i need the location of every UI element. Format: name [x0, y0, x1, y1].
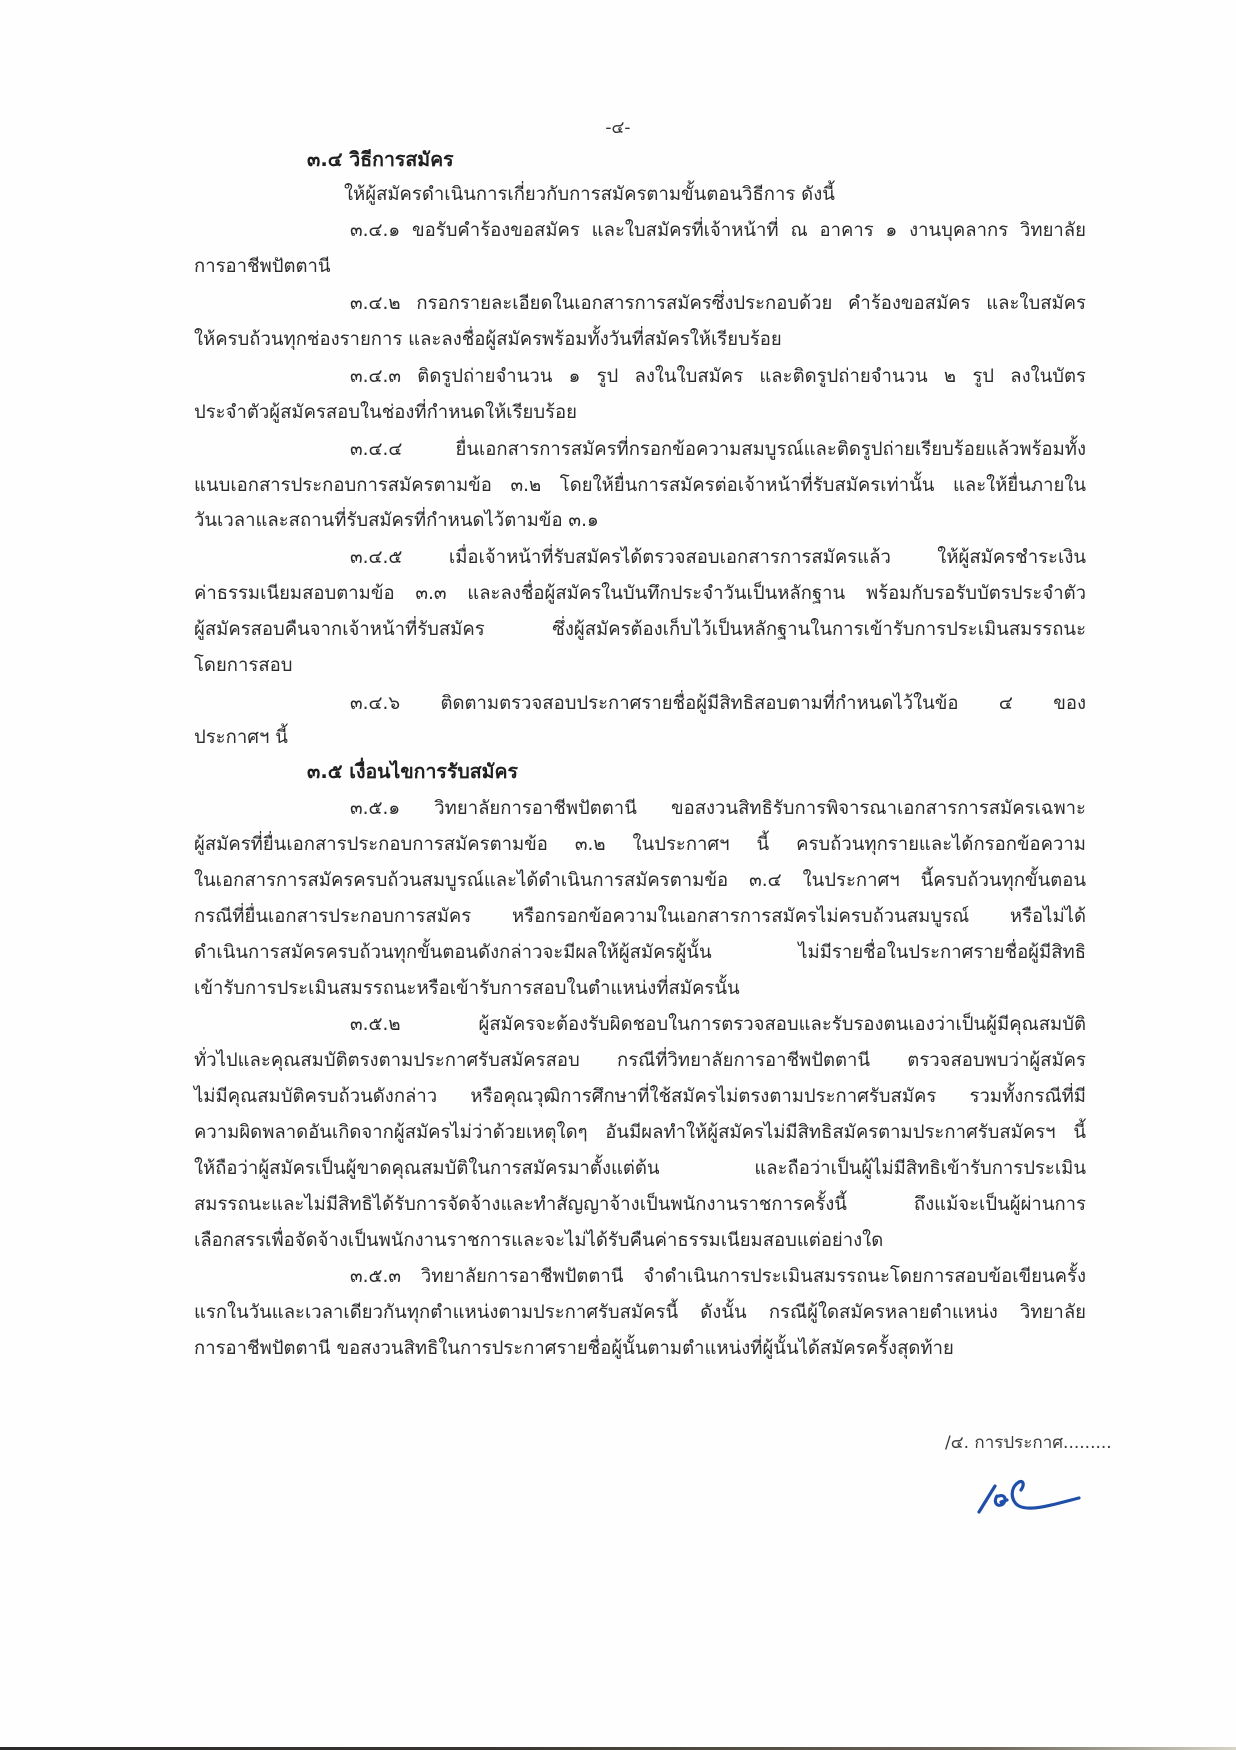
- item-3-5-2-line-5: ให้ถือว่าผู้สมัครเป็นผู้ขาดคุณสมบัติในการสมัครมาตั้งแต่ต้น และถือว่าเป็นผู้ไม่มีสิทธิเข้ารับการประเมิน: [194, 1158, 1086, 1179]
- item-3-4-1-line-1: ๓.๔.๑ ขอรับคำร้องขอสมัคร และใบสมัครที่เจ้าหน้าที่ ณ อาคาร ๑ งานบุคลากร วิทยาลัย: [350, 220, 1086, 241]
- item-3-5-1-line-1: ๓.๕.๑ วิทยาลัยการอาชีพปัตตานี ขอสงวนสิทธิรับการพิจารณาเอกสารการสมัครเฉพาะ: [350, 798, 1086, 819]
- item-3-5-3-line-2: แรกในวันและเวลาเดียวกันทุกตำแหน่งตามประกาศรับสมัครนี้ ดังนั้น กรณีผู้ใดสมัครหลายตำแหน่ง วิทยาลัย: [194, 1302, 1086, 1323]
- item-3-4-4-line-1: ๓.๔.๔ ยื่นเอกสารการสมัครที่กรอกข้อความสมบูรณ์และติดรูปถ่ายเรียบร้อยแล้วพร้อมทั้ง: [350, 439, 1086, 460]
- item-3-5-1-line-4: กรณีที่ยื่นเอกสารประกอบการสมัคร หรือกรอกข้อความในเอกสารการสมัครไม่ครบถ้วนสมบูรณ์ หรือไม่ได้: [194, 906, 1086, 927]
- section-heading-3-4: ๓.๔ วิธีการสมัคร: [307, 148, 454, 171]
- item-3-4-4-line-2: แนบเอกสารประกอบการสมัครตามข้อ ๓.๒ โดยให้ยื่นการสมัครต่อเจ้าหน้าที่รับสมัครเท่านั้น และให้ยื่นภายใน: [194, 475, 1086, 496]
- item-3-4-6-line-2: ประกาศฯ นี้: [194, 727, 288, 748]
- item-3-5-1-line-2: ผู้สมัครที่ยื่นเอกสารประกอบการสมัครตามข้อ ๓.๒ ในประกาศฯ นี้ ครบถ้วนทุกรายและได้กรอกข้อความ: [194, 834, 1086, 855]
- item-3-4-6-line-1: ๓.๔.๖ ติดตามตรวจสอบประกาศรายชื่อผู้มีสิทธิสอบตามที่กำหนดไว้ในข้อ ๔ ของ: [350, 693, 1086, 714]
- section-intro: ให้ผู้สมัครดำเนินการเกี่ยวกับการสมัครตามขั้นตอนวิธีการ ดังนี้: [344, 184, 835, 205]
- item-3-4-5-line-4: โดยการสอบ: [194, 655, 293, 676]
- signature-mark: [975, 1474, 1085, 1518]
- page-number: -๔-: [605, 118, 631, 138]
- item-3-4-5-line-2: ค่าธรรมเนียมสอบตามข้อ ๓.๓ และลงชื่อผู้สมัครในบันทึกประจำวันเป็นหลักฐาน พร้อมกับรอรับบัตรประจำตัว: [194, 583, 1086, 604]
- item-3-5-3-line-3: การอาชีพปัตตานี ขอสงวนสิทธิในการประกาศรายชื่อผู้นั้นตามตำแหน่งที่ผู้นั้นได้สมัครครั้งสุดท้าย: [194, 1338, 954, 1359]
- item-3-5-1-line-3: ในเอกสารการสมัครครบถ้วนสมบูรณ์และได้ดำเนินการสมัครตามข้อ ๓.๔ ในประกาศฯ นี้ครบถ้วนทุกขั้นตอน: [194, 870, 1086, 891]
- item-3-4-3-line-2: ประจำตัวผู้สมัครสอบในช่องที่กำหนดให้เรียบร้อย: [194, 402, 578, 423]
- item-3-5-1-line-6: เข้ารับการประเมินสมรรถนะหรือเข้ารับการสอบในตำแหน่งที่สมัครนั้น: [194, 978, 740, 999]
- item-3-5-3-line-1: ๓.๕.๓ วิทยาลัยการอาชีพปัตตานี จำดำเนินการประเมินสมรรถนะโดยการสอบข้อเขียนครั้ง: [350, 1266, 1086, 1287]
- item-3-5-2-line-7: เลือกสรรเพื่อจัดจ้างเป็นพนักงานราชการและจะไม่ได้รับคืนค่าธรรมเนียมสอบแต่อย่างใด: [194, 1230, 884, 1251]
- item-3-5-1-line-5: ดำเนินการสมัครครบถ้วนทุกขั้นตอนดังกล่าวจะมีผลให้ผู้สมัครผู้นั้น ไม่มีรายชื่อในประกาศรายชื่อผู้มีสิทธิ: [194, 942, 1086, 963]
- item-3-5-2-line-6: สมรรถนะและไม่มีสิทธิได้รับการจัดจ้างและทำสัญญาจ้างเป็นพนักงานราชการครั้งนี้ ถึงแม้จะเป็นผู้ผ่านการ: [194, 1194, 1086, 1215]
- item-3-4-2-line-2: ให้ครบถ้วนทุกช่องรายการ และลงชื่อผู้สมัครพร้อมทั้งวันที่สมัครให้เรียบร้อย: [194, 329, 782, 350]
- item-3-5-2-line-4: ความผิดพลาดอันเกิดจากผู้สมัครไม่ว่าด้วยเหตุใดๆ อันมีผลทำให้ผู้สมัครไม่มีสิทธิสมัครตามประกาศรับสมัครฯ นี้: [194, 1122, 1086, 1143]
- item-3-5-2-line-1: ๓.๕.๒ ผู้สมัครจะต้องรับผิดชอบในการตรวจสอบและรับรองตนเองว่าเป็นผู้มีคุณสมบัติ: [350, 1014, 1086, 1035]
- item-3-4-1-line-2: การอาชีพปัตตานี: [194, 256, 331, 277]
- section-heading-3-5: ๓.๕ เงื่อนไขการรับสมัคร: [307, 760, 519, 783]
- continuation-note: /๔. การประกาศ.........: [945, 1433, 1112, 1453]
- item-3-4-2-line-1: ๓.๔.๒ กรอกรายละเอียดในเอกสารการสมัครซึ่งประกอบด้วย คำร้องขอสมัคร และใบสมัคร: [350, 293, 1086, 314]
- item-3-5-2-line-2: ทั่วไปและคุณสมบัติตรงตามประกาศรับสมัครสอบ กรณีที่วิทยาลัยการอาชีพปัตตานี ตรวจสอบพบว่าผู้สมัคร: [194, 1050, 1086, 1071]
- item-3-4-5-line-3: ผู้สมัครสอบคืนจากเจ้าหน้าที่รับสมัคร ซึ่งผู้สมัครต้องเก็บไว้เป็นหลักฐานในการเข้ารับการประเมินสมรรถนะ: [194, 619, 1086, 640]
- item-3-5-2-line-3: ไม่มีคุณสมบัติครบถ้วนดังกล่าว หรือคุณวุฒิการศึกษาที่ใช้สมัครไม่ตรงตามประกาศรับสมัคร รวมทั้งกรณีที่มี: [194, 1086, 1086, 1107]
- item-3-4-5-line-1: ๓.๔.๕ เมื่อเจ้าหน้าที่รับสมัครได้ตรวจสอบเอกสารการสมัครแล้ว ให้ผู้สมัครชำระเงิน: [350, 547, 1086, 568]
- item-3-4-4-line-3: วันเวลาและสถานที่รับสมัครที่กำหนดไว้ตามข้อ ๓.๑: [194, 510, 599, 531]
- item-3-4-3-line-1: ๓.๔.๓ ติดรูปถ่ายจำนวน ๑ รูป ลงในใบสมัคร และติดรูปถ่ายจำนวน ๒ รูป ลงในบัตร: [350, 366, 1086, 387]
